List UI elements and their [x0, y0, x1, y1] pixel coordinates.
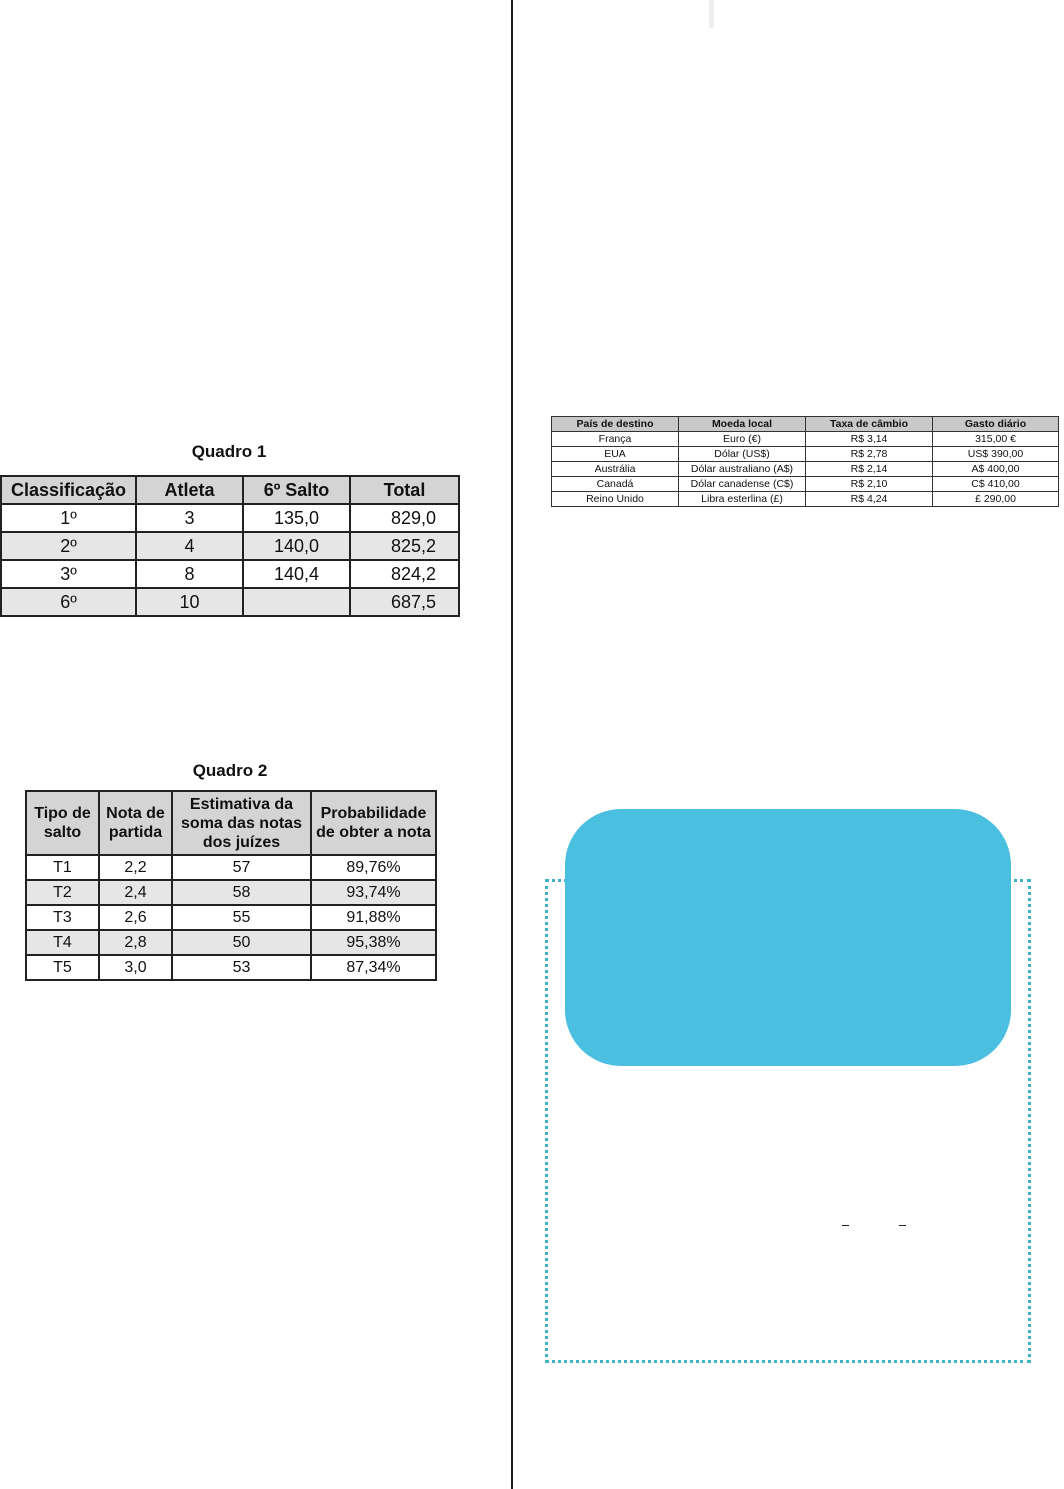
small-dash-mark [899, 1225, 906, 1226]
table-cell: 140,0 [243, 532, 350, 560]
table-cell: 824,2 [350, 560, 459, 588]
table-cell: T3 [26, 905, 99, 930]
header-cell: Probabilidade de obter a nota [311, 791, 436, 855]
header-cell: País de destino [552, 417, 679, 432]
quadro2-table [25, 790, 437, 981]
table-row [1, 588, 459, 616]
table-row [1, 504, 459, 532]
table-cell: £ 290,00 [933, 492, 1059, 507]
table-row [26, 955, 436, 980]
quadro1-title: Quadro 1 [191, 442, 267, 461]
table-cell: Dólar australiano (A$) [679, 462, 806, 477]
quadro1-table [0, 475, 460, 617]
table-cell: 8 [136, 560, 243, 588]
table-cell: 687,5 [350, 588, 459, 616]
table-cell: 87,34% [311, 955, 436, 980]
table-row [1, 532, 459, 560]
table-cell: 57 [172, 855, 311, 880]
table-cell: R$ 2,78 [806, 447, 933, 462]
table-cell: 315,00 € [933, 432, 1059, 447]
table-row [552, 462, 1059, 477]
small-dash-mark [842, 1225, 849, 1226]
table-header-row [26, 791, 436, 855]
table-row [552, 432, 1059, 447]
exchange-rate-table [551, 416, 1059, 507]
table-cell: T4 [26, 930, 99, 955]
table-row [26, 905, 436, 930]
table-cell: T2 [26, 880, 99, 905]
table-cell: Euro (€) [679, 432, 806, 447]
table-cell: T1 [26, 855, 99, 880]
table-cell: 89,76% [311, 855, 436, 880]
header-cell: Gasto diário [933, 417, 1059, 432]
table-cell: 53 [172, 955, 311, 980]
table-cell: T5 [26, 955, 99, 980]
header-cell: Estimativa da soma das notas dos juízes [172, 791, 311, 855]
table-cell: Reino Unido [552, 492, 679, 507]
table-cell: 140,4 [243, 560, 350, 588]
header-cell: 6º Salto [243, 476, 350, 504]
table-cell: 58 [172, 880, 311, 905]
table-row [552, 447, 1059, 462]
table-cell: Canadá [552, 477, 679, 492]
table-cell: Austrália [552, 462, 679, 477]
table-cell: 93,74% [311, 880, 436, 905]
table-cell: R$ 4,24 [806, 492, 933, 507]
table-cell: 2,4 [99, 880, 172, 905]
table-cell: Dólar (US$) [679, 447, 806, 462]
table-cell: A$ 400,00 [933, 462, 1059, 477]
table-header-row [1, 476, 459, 504]
table-cell: C$ 410,00 [933, 477, 1059, 492]
header-cell: Atleta [136, 476, 243, 504]
table-cell: R$ 3,14 [806, 432, 933, 447]
header-cell: Moeda local [679, 417, 806, 432]
table-row [26, 880, 436, 905]
table-cell: 3 [136, 504, 243, 532]
header-cell: Nota de partida [99, 791, 172, 855]
header-cell: Total [350, 476, 459, 504]
quadro2-title: Quadro 2 [192, 761, 268, 780]
table-cell: R$ 2,14 [806, 462, 933, 477]
table-cell: US$ 390,00 [933, 447, 1059, 462]
header-cell: Taxa de câmbio [806, 417, 933, 432]
table-cell: 2,2 [99, 855, 172, 880]
table-cell: 3º [1, 560, 136, 588]
table-cell: 1º [1, 504, 136, 532]
header-cell: Tipo de salto [26, 791, 99, 855]
table-row [26, 930, 436, 955]
table-cell: 2,8 [99, 930, 172, 955]
table-cell: 6º [1, 588, 136, 616]
table-cell: 55 [172, 905, 311, 930]
blue-rounded-panel [565, 809, 1011, 1066]
table-row [26, 855, 436, 880]
table-cell: França [552, 432, 679, 447]
header-cell: Classificação [1, 476, 136, 504]
table-cell: 135,0 [243, 504, 350, 532]
table-row [552, 492, 1059, 507]
table-cell: Dólar canadense (C$) [679, 477, 806, 492]
table-cell: R$ 2,10 [806, 477, 933, 492]
table-cell: Libra esterlina (£) [679, 492, 806, 507]
table-cell: 825,2 [350, 532, 459, 560]
table-row [552, 477, 1059, 492]
faint-divider-mark [709, 0, 714, 28]
table-cell: 2º [1, 532, 136, 560]
table-cell: EUA [552, 447, 679, 462]
table-row [1, 560, 459, 588]
table-cell: 829,0 [350, 504, 459, 532]
table-cell: 10 [136, 588, 243, 616]
table-cell: 4 [136, 532, 243, 560]
table-header-row [552, 417, 1059, 432]
table-cell: 3,0 [99, 955, 172, 980]
table-cell [243, 588, 350, 616]
table-cell: 95,38% [311, 930, 436, 955]
column-divider [511, 0, 513, 1489]
table-cell: 2,6 [99, 905, 172, 930]
table-cell: 50 [172, 930, 311, 955]
table-cell: 91,88% [311, 905, 436, 930]
